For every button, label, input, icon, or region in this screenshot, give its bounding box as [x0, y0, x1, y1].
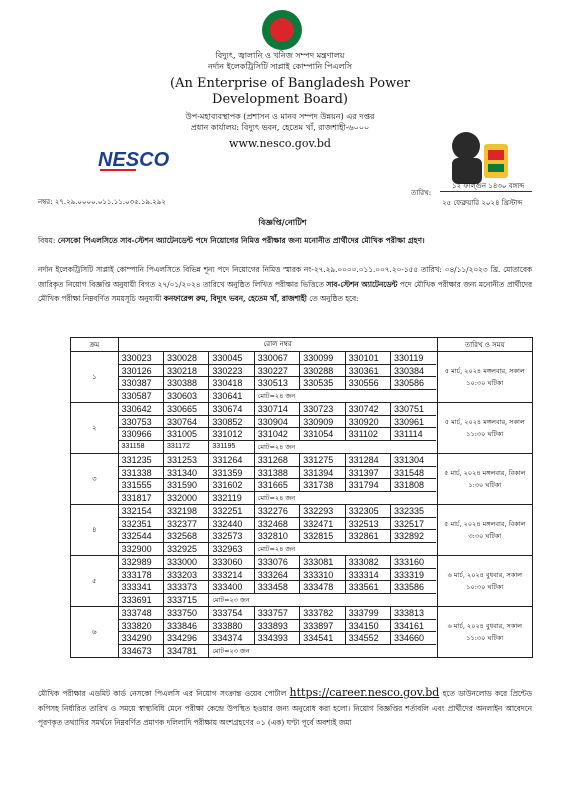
ministry-name: বিদ্যুৎ, জ্বালানি ও খনিজ সম্পদ মন্ত্রণালয় [215, 51, 345, 60]
roll-number: 332892 [391, 530, 436, 543]
roll-numbers-cell [118, 403, 437, 454]
roll-number: 332989 [119, 556, 164, 569]
roll-number: 330513 [255, 377, 300, 390]
roll-row [119, 352, 437, 365]
roll-number: 333846 [164, 620, 209, 633]
notice-body [38, 263, 532, 307]
roll-number: 331602 [209, 479, 254, 492]
roll-row [119, 365, 437, 378]
table-row [71, 352, 533, 403]
header-rolls: রোল নম্বর [118, 338, 437, 352]
roll-number: 330288 [300, 365, 345, 378]
roll-number: 334541 [300, 632, 345, 645]
roll-number: 331005 [164, 428, 209, 441]
datetime-cell: ৫ মার্চ, ২০২৪ মঙ্গলবার, বিকাল ১:৩০ ঘটিকা [437, 454, 532, 505]
roll-numbers-cell [118, 454, 437, 505]
roll-number: 333897 [300, 620, 345, 633]
serial-cell: ৪ [71, 505, 119, 556]
roll-row [119, 556, 437, 569]
roll-number: 330101 [346, 352, 391, 365]
roll-number: 333893 [255, 620, 300, 633]
roll-number: 331275 [300, 454, 345, 467]
subject-label: বিষয়: [38, 236, 56, 245]
enterprise-line-1: (An Enterprise of Bangladesh Power [170, 76, 411, 91]
roll-number: 330067 [255, 352, 300, 365]
serial-cell: ১ [71, 352, 119, 403]
roll-numbers-cell [118, 505, 437, 556]
roll-number: 330099 [300, 352, 345, 365]
roll-row [119, 467, 437, 480]
body-part-3: তে অনুষ্ঠিত হবে: [309, 294, 359, 303]
roll-schedule-table [70, 337, 533, 658]
roll-number: 333373 [164, 581, 209, 594]
roll-number: 330388 [164, 377, 209, 390]
roll-number: 334290 [119, 632, 164, 645]
notice-title: বিজ্ঞপ্তি/নোটিশ [258, 217, 307, 227]
roll-number: 331042 [255, 428, 300, 441]
roll-number: 331114 [391, 428, 436, 441]
roll-number: 331394 [300, 467, 345, 480]
office-name: উপ-মহাব্যবস্থাপক (প্রশাসন ও মানব সম্পদ উন্নয়ন) এর দপ্তর [185, 112, 375, 121]
roll-number: 330641 [209, 390, 254, 403]
roll-number: 334374 [209, 632, 254, 645]
roll-number: 334781 [164, 645, 209, 658]
roll-number: 332517 [391, 518, 436, 531]
roll-number: 334393 [255, 632, 300, 645]
roll-number: 333076 [255, 556, 300, 569]
group-total: মোট=২৪ জন [257, 442, 296, 451]
roll-number: 331590 [164, 479, 209, 492]
roll-number: 330535 [300, 377, 345, 390]
roll-number: 333341 [119, 581, 164, 594]
roll-row [119, 581, 437, 594]
roll-number: 332377 [164, 518, 209, 531]
roll-number: 330961 [391, 416, 436, 429]
roll-number: 333082 [346, 556, 391, 569]
roll-row [119, 492, 437, 505]
roll-row [119, 518, 437, 531]
group-total: মোট=২৩ জন [212, 595, 250, 604]
roll-number: 330674 [209, 403, 254, 416]
roll-number: 333178 [119, 569, 164, 582]
roll-row [119, 454, 437, 467]
roll-number: 330909 [300, 416, 345, 429]
header-serial: ক্রম [71, 338, 119, 352]
datetime-cell: ৬ মার্চ, ২০২৪ বুধবার, সকাল ১১:৩০ ঘটিকা [437, 607, 532, 658]
roll-number: 333754 [209, 607, 254, 620]
roll-number: 333715 [164, 594, 209, 607]
roll-number: 332573 [209, 530, 254, 543]
roll-number: 330119 [391, 352, 436, 365]
roll-number: 332925 [164, 543, 209, 556]
roll-row [119, 632, 437, 645]
roll-number: 330361 [346, 365, 391, 378]
roll-number: 332963 [209, 543, 254, 556]
roll-number: 331817 [119, 492, 164, 505]
roll-number: 331397 [346, 467, 391, 480]
roll-number: 330023 [119, 352, 164, 365]
group-total: মোট=২৪ জন [257, 544, 296, 553]
roll-number: 330387 [119, 377, 164, 390]
roll-number: 330742 [346, 403, 391, 416]
roll-row [119, 543, 437, 556]
roll-number: 332815 [300, 530, 345, 543]
roll-number: 334150 [346, 620, 391, 633]
roll-number: 334660 [391, 632, 436, 645]
roll-number: 333799 [346, 607, 391, 620]
roll-row [119, 441, 437, 454]
roll-number: 333880 [209, 620, 254, 633]
roll-number: 332440 [209, 518, 254, 531]
roll-number: 330223 [209, 365, 254, 378]
roll-number: 332276 [255, 505, 300, 518]
roll-number: 330764 [164, 416, 209, 429]
serial-cell: ২ [71, 403, 119, 454]
datetime-cell: ৬ মার্চ, ২০২৪ বুধবার, সকাল ১০:৩০ ঘটিকা [437, 556, 532, 607]
roll-number: 331304 [391, 454, 436, 467]
roll-number: 333400 [209, 581, 254, 594]
roll-number: 331338 [119, 467, 164, 480]
roll-number: 333310 [300, 569, 345, 582]
company-name: নর্দান ইলেকট্রিসিটি সাপ্লাই কোম্পানি পিএলসি [207, 62, 353, 71]
roll-number: 332119 [209, 492, 254, 505]
roll-number: 332154 [119, 505, 164, 518]
roll-number: 333757 [255, 607, 300, 620]
government-seal-icon [262, 10, 302, 50]
roll-number: 332305 [346, 505, 391, 518]
body-venue: কনফারেন্স রুম, বিদ্যুৎ ভবন, হেতেম খাঁ, রাজশাহী [163, 294, 307, 303]
roll-number: 330603 [164, 390, 209, 403]
roll-number: 332861 [346, 530, 391, 543]
roll-number: 330966 [119, 428, 164, 441]
roll-number: 332544 [119, 530, 164, 543]
group-total: মোট=২৩ জন [212, 646, 250, 655]
office-address: প্রধান কার্যালয়: বিদ্যুৎ ভবন, হেতেম খাঁ, রাজশাহী-৬০০০ [190, 123, 370, 132]
roll-number: 330665 [164, 403, 209, 416]
roll-number: 331253 [164, 454, 209, 467]
roll-number: 330218 [164, 365, 209, 378]
roll-number: 330587 [119, 390, 164, 403]
roll-number: 333458 [255, 581, 300, 594]
roll-number: 333561 [346, 581, 391, 594]
roll-number: 330384 [391, 365, 436, 378]
roll-number: 332513 [346, 518, 391, 531]
datetime-cell: ৫ মার্চ, ২০২৪ মঙ্গলবার, সকাল ১১:৩০ ঘটিকা [437, 403, 532, 454]
footer-text [38, 686, 532, 731]
roll-number: 330126 [119, 365, 164, 378]
roll-number: 333813 [391, 607, 436, 620]
datetime-cell: ৫ মার্চ, ২০২৪ মঙ্গলবার, বিকাল ৩:৩০ ঘটিকা [437, 505, 532, 556]
datetime-cell: ৫ মার্চ, ২০২৪ মঙ্গলবার, সকাল ১০:৩০ ঘটিকা [437, 352, 532, 403]
roll-number: 331264 [209, 454, 254, 467]
roll-number: 331172 [164, 441, 209, 454]
roll-number: 330753 [119, 416, 164, 429]
roll-number: 330723 [300, 403, 345, 416]
roll-number: 334296 [164, 632, 209, 645]
roll-number: 331738 [300, 479, 345, 492]
roll-number: 334673 [119, 645, 164, 658]
body-post-name: সাব-স্টেশন অ্যাটেনডেন্ট [326, 279, 398, 289]
table-row [71, 607, 533, 658]
roll-row [119, 428, 437, 441]
roll-number: 330586 [391, 377, 436, 390]
group-total: মোট=২৪ জন [257, 493, 296, 502]
date-english: ২৫ ফেব্রুয়ারি ২০২৪ খ্রিস্টাব্দ [442, 199, 523, 207]
serial-cell: ৬ [71, 607, 119, 658]
table-header-row [71, 338, 533, 352]
roll-number: 330714 [255, 403, 300, 416]
roll-number: 332810 [255, 530, 300, 543]
footer-part-1: মৌখিক পরীক্ষার এডমিট কার্ড নেসকো পিএলসি এর নিয়োগ সংক্রান্ত ওয়েব পোর্টাল [38, 689, 287, 698]
nesco-logo-text: NESCO [98, 149, 170, 171]
roll-row [119, 403, 437, 416]
roll-number: 330920 [346, 416, 391, 429]
date-bangla: ১২ ফাল্গুন ১৪৩০ বঙ্গাব্দ [452, 182, 525, 190]
date-divider [440, 191, 532, 192]
roll-number: 332000 [164, 492, 209, 505]
roll-number: 333160 [391, 556, 436, 569]
roll-number: 332351 [119, 518, 164, 531]
roll-number: 333214 [209, 569, 254, 582]
roll-row [119, 377, 437, 390]
roll-number: 330028 [164, 352, 209, 365]
roll-number: 330751 [391, 403, 436, 416]
roll-number: 333264 [255, 569, 300, 582]
roll-number: 330556 [346, 377, 391, 390]
roll-number: 333691 [119, 594, 164, 607]
roll-number: 330852 [209, 416, 254, 429]
enterprise-line-2: Development Board) [212, 92, 348, 107]
roll-number: 331794 [346, 479, 391, 492]
nesco-logo-icon [96, 140, 170, 176]
roll-row [119, 607, 437, 620]
roll-number: 331158 [119, 441, 164, 454]
roll-row [119, 569, 437, 582]
career-portal-link[interactable]: https://career.nesco.gov.bd [289, 686, 440, 699]
roll-number: 331388 [255, 467, 300, 480]
roll-number: 330418 [209, 377, 254, 390]
roll-number: 334161 [391, 620, 436, 633]
roll-number: 332335 [391, 505, 436, 518]
header-datetime: তারিখ ও সময় [437, 338, 532, 352]
subject-text: নেসকো পিএলসিতে সাব-স্টেশন অ্যাটেনডেন্ট পদে নিয়োগের নিমিত্ত পরীক্ষার জন্য মনোনীত প্রার্থীদের মৌখিক পরীক্ষা গ্রহণ। [57, 236, 425, 245]
serial-cell: ৩ [71, 454, 119, 505]
roll-numbers-cell [118, 352, 437, 403]
roll-number: 330904 [255, 416, 300, 429]
roll-number: 333586 [391, 581, 436, 594]
roll-number: 333478 [300, 581, 345, 594]
roll-row [119, 645, 437, 658]
roll-number: 332471 [300, 518, 345, 531]
roll-number: 333081 [300, 556, 345, 569]
roll-number: 332198 [164, 505, 209, 518]
roll-number: 332900 [119, 543, 164, 556]
roll-number: 331808 [391, 479, 436, 492]
roll-row [119, 416, 437, 429]
roll-number: 331012 [209, 428, 254, 441]
roll-row [119, 594, 437, 607]
roll-number: 334552 [346, 632, 391, 645]
body-part-2: পদে মৌখিক পরীক্ষার জন্য মনোনীত প্রার্থীদের মৌখিক পরীক্ষা নিম্নবর্ণিত সময়সূচি অনুযায়ী [38, 279, 532, 303]
website-link[interactable]: www.nesco.gov.bd [229, 137, 331, 150]
roll-number: 333820 [119, 620, 164, 633]
roll-number: 331235 [119, 454, 164, 467]
table-row [71, 505, 533, 556]
table-row [71, 454, 533, 505]
roll-row [119, 620, 437, 633]
roll-row [119, 390, 437, 403]
roll-number: 331102 [346, 428, 391, 441]
date-label: তারিখ: [411, 189, 432, 197]
roll-number: 333750 [164, 607, 209, 620]
roll-number: 331665 [255, 479, 300, 492]
table-row [71, 556, 533, 607]
roll-row [119, 479, 437, 492]
roll-number: 333782 [300, 607, 345, 620]
roll-number: 333314 [346, 569, 391, 582]
roll-number: 331054 [300, 428, 345, 441]
group-total: মোট=২৪ জন [257, 391, 296, 400]
roll-numbers-cell [118, 607, 437, 658]
roll-row [119, 530, 437, 543]
roll-number: 332293 [300, 505, 345, 518]
roll-number: 333203 [164, 569, 209, 582]
roll-number: 333319 [391, 569, 436, 582]
table-row [71, 403, 533, 454]
roll-row [119, 505, 437, 518]
roll-number: 332568 [164, 530, 209, 543]
memo-number: নম্বর: ২৭.২৯.০০০০.০১১.১১.০৩৫.১৯.২৯২ [38, 198, 166, 206]
body-part-1: নর্দান ইলেকট্রিসিটি সাপ্লাই কোম্পানি পিএলসিতে বিভিন্ন শূন্য পদে নিয়োগের নিমিত্ত স্মারক নং-২৭.২৯.০০০০.০১১.০০৭.২০-১৫৫ তারিখ: ০৪/১১/২০২৩ খ্রি. মোতাবেক জারিকৃত নিয়োগ বিজ্ঞপ্তি অনুযায়ী বিগত ২৭/০১/২০২৪ তারিখে অনুষ্ঠিত লিখিত পরীক্ষার ভিত্তিতে [38, 265, 532, 289]
roll-number: 331548 [391, 467, 436, 480]
roll-number: 331555 [119, 479, 164, 492]
roll-number: 333060 [209, 556, 254, 569]
roll-number: 331195 [209, 441, 254, 454]
serial-cell: ৫ [71, 556, 119, 607]
roll-number: 331268 [255, 454, 300, 467]
roll-number: 330045 [209, 352, 254, 365]
roll-number: 330227 [255, 365, 300, 378]
roll-number: 331340 [164, 467, 209, 480]
roll-number: 331284 [346, 454, 391, 467]
subject-line [38, 236, 538, 248]
roll-numbers-cell [118, 556, 437, 607]
roll-number: 333748 [119, 607, 164, 620]
roll-number: 333000 [164, 556, 209, 569]
roll-number: 330642 [119, 403, 164, 416]
footer-part-2: হতে ডাউনলোড করে প্রিন্টেড কপিসহ নির্ধারিত তারিখ ও সময়ে স্বাস্থ্যবিধি মেনে পরীক্ষা কেন্দ্রে উপস্থিত হওয়ার জন্য অনুরোধ করা হলো। নিয়োগ বিজ্ঞপ্তির শর্তাবলি এবং প্রার্থীদের অনলাইন আবেদনে পূরণকৃত তথ্যাদির সমর্থনে নিম্নবর্ণিত প্রমাণক দলিলাদি পরীক্ষায় অংশগ্রহণের ০১ (এক) ঘণ্টা পূর্বে অবশ্যই জমা [38, 689, 532, 727]
roll-number: 332251 [209, 505, 254, 518]
roll-number: 331359 [209, 467, 254, 480]
roll-number: 332468 [255, 518, 300, 531]
